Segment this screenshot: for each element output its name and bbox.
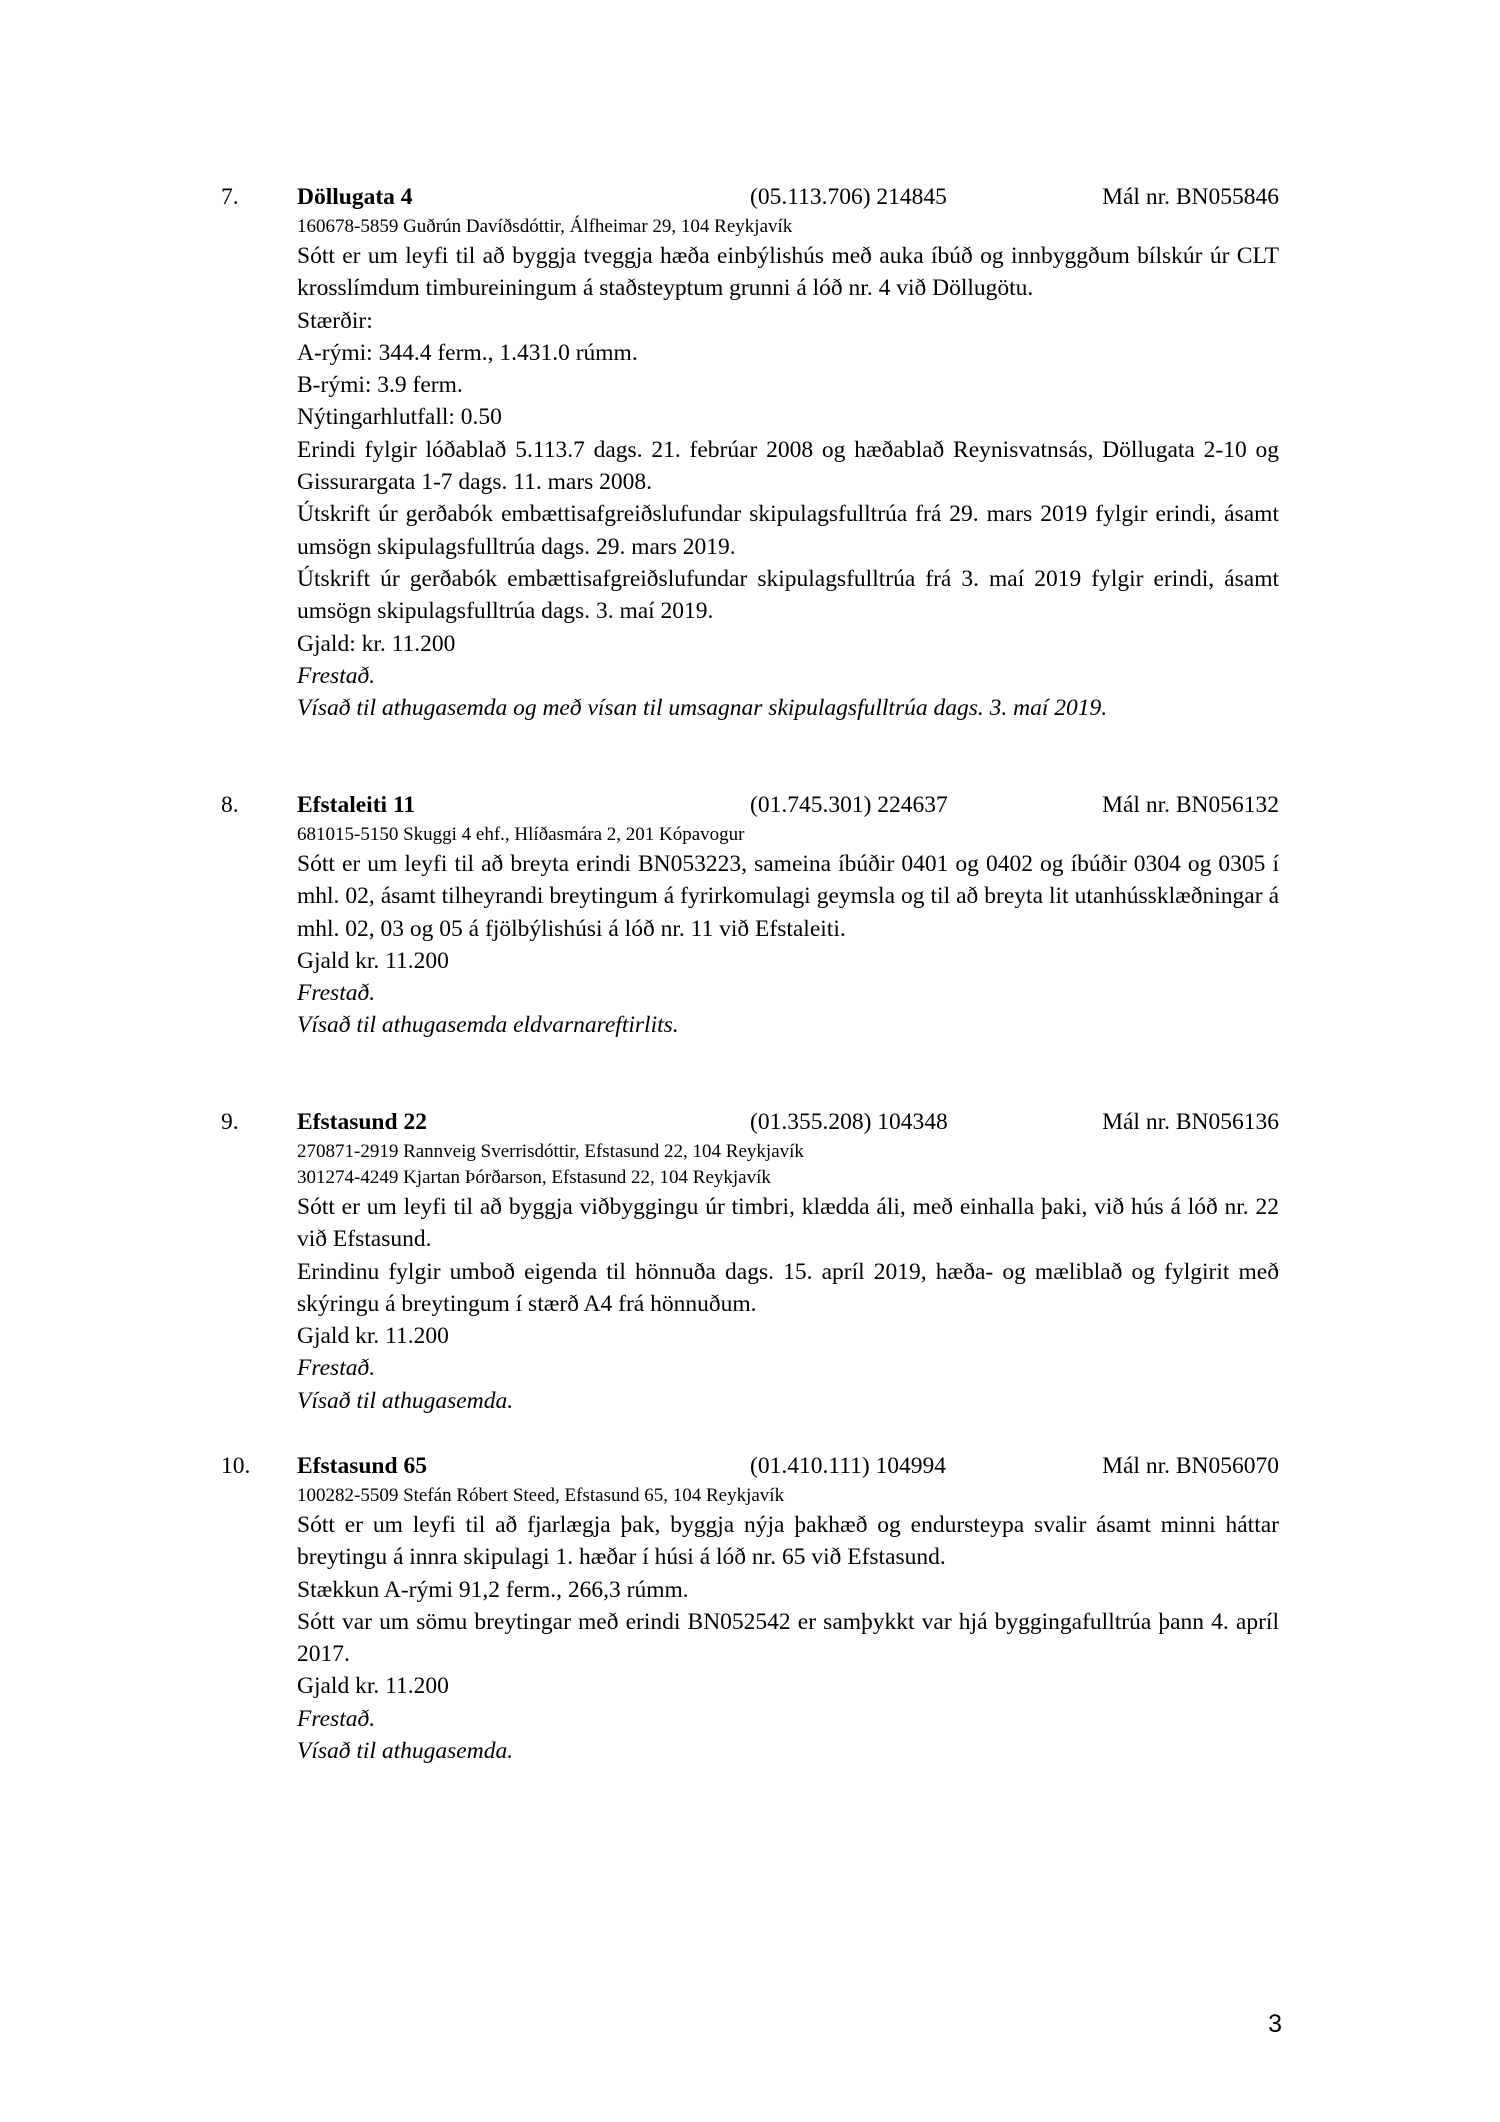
item-note: Vísað til athugasemda eldvarnareftirlits. — [297, 1012, 679, 1039]
item-case-number: Mál nr. BN056070 — [1102, 1453, 1279, 1479]
agenda-item — [0, 789, 1500, 1042]
item-status: Frestað. — [297, 1705, 376, 1732]
item-size-line: A-rými: 344.4 ferm., 1.431.0 rúmm. — [297, 339, 638, 366]
item-description: Sótt er um leyfi til að byggja viðbyggingu úr timbri, klædda áli, með einhalla þaki, við hús á lóð nr. 22 við Efstasund. — [297, 1194, 1279, 1253]
item-body — [297, 1483, 1279, 1767]
item-attachment: Erindinu fylgir umboð eigenda til hönnuða dags. 15. apríl 2019, hæða- og mæliblað og fylgirit með skýringu á breytingum í stærð A4 frá hönnuðum. — [297, 1258, 1279, 1317]
item-header — [0, 1106, 1500, 1139]
item-case-number: Mál nr. BN056136 — [1102, 1109, 1279, 1135]
item-body — [297, 1139, 1279, 1417]
item-number: 10. — [221, 1453, 251, 1479]
item-fee: Gjald kr. 11.200 — [297, 1323, 449, 1350]
item-address: Efstaleiti 11 — [297, 792, 416, 818]
item-address: Efstasund 65 — [297, 1453, 427, 1479]
item-attachment: Útskrift úr gerðabók embættisafgreiðslufundar skipulagsfulltrúa frá 3. maí 2019 fylgir erindi, ásamt umsögn skipulagsfulltrúa dags. 3. maí 2019. — [297, 565, 1279, 625]
agenda-item — [0, 1106, 1500, 1417]
item-note: Vísað til athugasemda. — [297, 1387, 514, 1414]
item-case-number: Mál nr. BN056132 — [1102, 792, 1279, 818]
item-lot-number: (01.745.301) 224637 — [750, 792, 948, 818]
item-lot-number: (01.410.111) 104994 — [750, 1453, 947, 1479]
item-applicant: 100282-5509 Stefán Róbert Steed, Efstasund 65, 104 Reykjavík — [297, 1485, 785, 1506]
item-fee: Gjald: kr. 11.200 — [297, 630, 456, 657]
item-description: Sótt er um leyfi til að byggja tveggja hæða einbýlishús með auka íbúð og innbyggðum bílskúr úr CLT krosslímdum timbureiningum á staðsteyptum grunni á lóð nr. 4 við Döllugötu. — [297, 243, 1279, 302]
item-address: Efstasund 22 — [297, 1109, 427, 1135]
item-applicant: 681015-5150 Skuggi 4 ehf., Hlíðasmára 2, 201 Kópavogur — [297, 824, 745, 845]
item-lot-number: (01.355.208) 104348 — [750, 1109, 948, 1135]
item-number: 9. — [221, 1109, 239, 1135]
item-note: Vísað til athugasemda. — [297, 1738, 514, 1765]
item-size-line: Nýtingarhlutfall: 0.50 — [297, 404, 502, 431]
item-header — [0, 181, 1500, 214]
item-fee: Gjald kr. 11.200 — [297, 947, 449, 974]
item-number: 8. — [221, 792, 239, 818]
item-size-line: B-rými: 3.9 ferm. — [297, 372, 463, 399]
page-number: 3 — [1268, 2010, 1282, 2038]
item-body — [297, 214, 1279, 724]
item-lot-number: (05.113.706) 214845 — [750, 184, 947, 210]
agenda-item — [0, 181, 1500, 724]
item-header — [0, 789, 1500, 822]
item-attachment: Sótt var um sömu breytingar með erindi BN052542 er samþykkt var hjá byggingafulltrúa þann 4. apríl 2017. — [297, 1608, 1279, 1668]
item-sizes-heading: Stærðir: — [297, 307, 373, 334]
agenda-item — [0, 1450, 1500, 1767]
item-body — [297, 822, 1279, 1042]
item-size-line: Stækkun A-rými 91,2 ferm., 266,3 rúmm. — [297, 1576, 689, 1603]
item-case-number: Mál nr. BN055846 — [1102, 184, 1279, 210]
item-status: Frestað. — [297, 980, 376, 1007]
item-status: Frestað. — [297, 662, 376, 689]
item-description: Sótt er um leyfi til að breyta erindi BN053223, sameina íbúðir 0401 og 0402 og íbúðir 0304 og 0305 í mhl. 02, ásamt tilheyrandi breytingum á fyrirkomulagi geymsla og til að breyta lit utanhússklæðningar á mhl. 02, 03 og 05 á fjölbýlishúsi á lóð nr. 11 við Efstaleiti. — [297, 851, 1279, 942]
item-number: 7. — [221, 184, 239, 210]
item-attachment: Útskrift úr gerðabók embættisafgreiðslufundar skipulagsfulltrúa frá 29. mars 2019 fylgir erindi, ásamt umsögn skipulagsfulltrúa dags. 29. mars 2019. — [297, 501, 1279, 560]
item-attachment: Erindi fylgir lóðablað 5.113.7 dags. 21. febrúar 2008 og hæðablað Reynisvatnsás, Döllugata 2-10 og Gissurargata 1-7 dags. 11. mars 2008. — [297, 436, 1279, 496]
item-fee: Gjald kr. 11.200 — [297, 1673, 449, 1700]
item-status: Frestað. — [297, 1355, 376, 1382]
item-applicant: 301274-4249 Kjartan Þórðarson, Efstasund 22, 104 Reykjavík — [297, 1167, 771, 1188]
item-description: Sótt er um leyfi til að fjarlægja þak, byggja nýja þakhæð og endursteypa svalir ásamt minni háttar breytingu á innra skipulagi 1. hæðar í húsi á lóð nr. 65 við Efstasund. — [297, 1512, 1279, 1571]
item-header — [0, 1450, 1500, 1483]
item-note: Vísað til athugasemda og með vísan til umsagnar skipulagsfulltrúa dags. 3. maí 2019. — [297, 695, 1108, 722]
item-applicant: 160678-5859 Guðrún Davíðsdóttir, Álfheimar 29, 104 Reykjavík — [297, 216, 793, 237]
item-applicant: 270871-2919 Rannveig Sverrisdóttir, Efstasund 22, 104 Reykjavík — [297, 1141, 804, 1162]
item-address: Döllugata 4 — [297, 184, 413, 210]
